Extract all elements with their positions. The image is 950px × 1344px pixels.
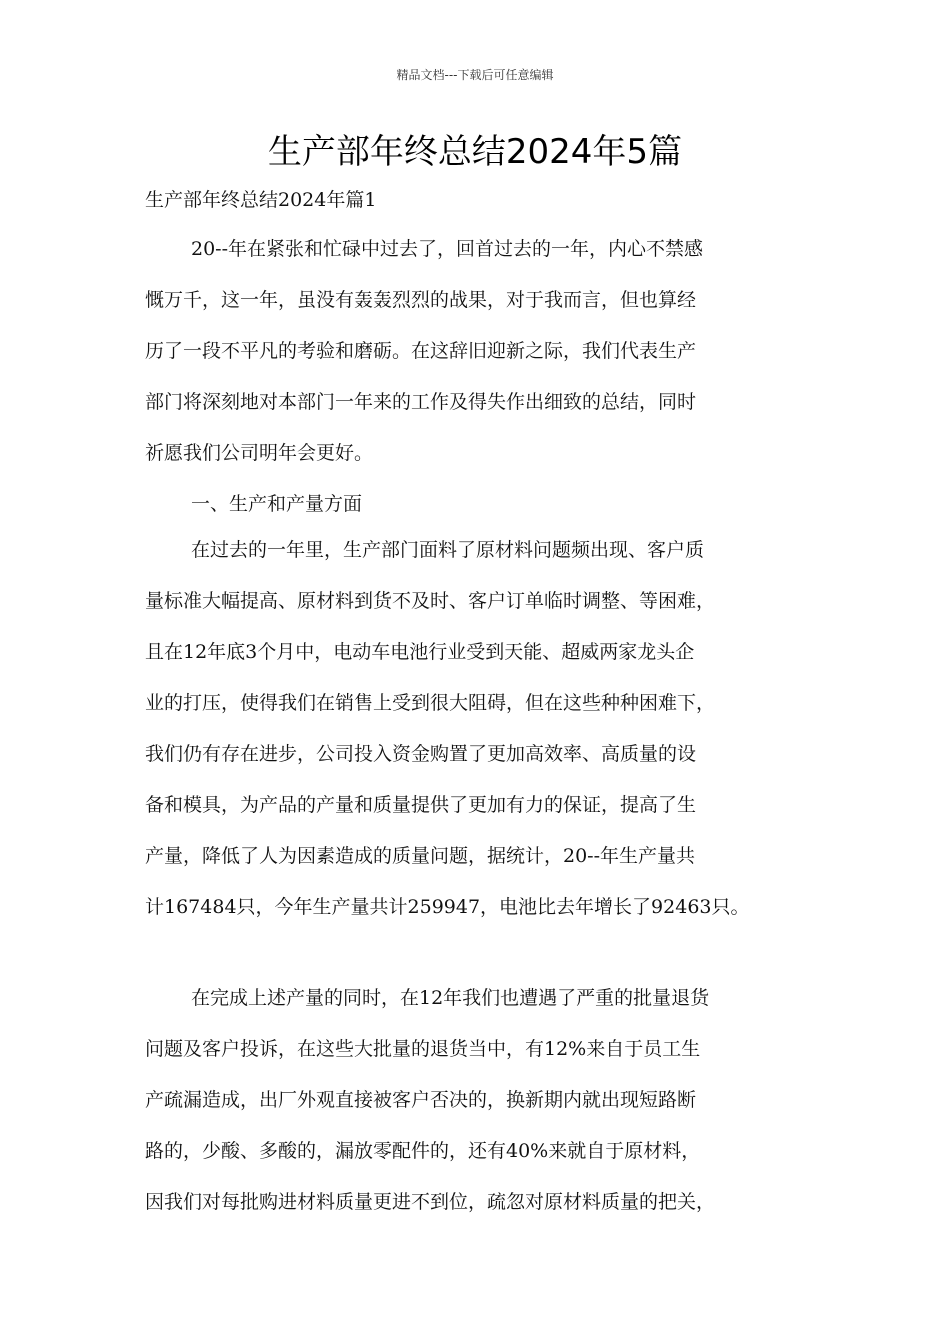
section-heading-production: 一、生产和产量方面 bbox=[191, 493, 363, 515]
paragraph-line: 产疏漏造成，出厂外观直接被客户否决的，换新期内就出现短路断 bbox=[145, 1089, 697, 1111]
paragraph-line: 慨万千，这一年，虽没有轰轰烈烈的战果，对于我而言，但也算经 bbox=[145, 289, 697, 311]
paragraph-returns bbox=[145, 973, 825, 1228]
paragraph-line: 产量，降低了人为因素造成的质量问题，据统计，20--年生产量共 bbox=[145, 845, 696, 867]
paragraph-line: 因我们对每批购进材料质量更进不到位，疏忽对原材料质量的把关， bbox=[145, 1191, 716, 1213]
paragraph-line: 我们仍有存在进步，公司投入资金购置了更加高效率、高质量的设 bbox=[145, 743, 697, 765]
paragraph-line: 备和模具，为产品的产量和质量提供了更加有力的保证，提高了生 bbox=[145, 794, 697, 816]
paragraph-line: 祈愿我们公司明年会更好。 bbox=[145, 442, 374, 464]
paragraph-line: 量标准大幅提高、原材料到货不及时、客户订单临时调整、等困难， bbox=[145, 590, 716, 612]
document-subtitle: 生产部年终总结2024年篇1 bbox=[145, 189, 377, 211]
paragraph-line: 业的打压，使得我们在销售上受到很大阻碍，但在这些种种困难下， bbox=[145, 692, 716, 714]
paragraph-line: 路的，少酸、多酸的，漏放零配件的，还有40%来就自于原材料， bbox=[145, 1140, 701, 1162]
paragraph-line: 在过去的一年里，生产部门面料了原材料问题频出现、客户质 bbox=[191, 539, 705, 561]
paragraph-intro bbox=[145, 224, 825, 479]
document-title: 生产部年终总结2024年5篇 bbox=[267, 132, 683, 172]
paragraph-line: 计167484只，今年生产量共计259947，电池比去年增长了92463只。 bbox=[145, 896, 750, 918]
paragraph-line: 20--年在紧张和忙碌中过去了，回首过去的一年，内心不禁感 bbox=[191, 238, 704, 260]
paragraph-line: 在完成上述产量的同时，在12年我们也遭遇了严重的批量退货 bbox=[191, 987, 710, 1009]
page-header-note: 精品文档---下载后可任意编辑 bbox=[396, 68, 554, 82]
paragraph-production bbox=[145, 525, 825, 933]
paragraph-line: 且在12年底3个月中，电动车电池行业受到天能、超威两家龙头企 bbox=[145, 641, 695, 663]
paragraph-line: 问题及客户投诉，在这些大批量的退货当中，有12%来自于员工生 bbox=[145, 1038, 701, 1060]
paragraph-line: 部门将深刻地对本部门一年来的工作及得失作出细致的总结，同时 bbox=[145, 391, 697, 413]
paragraph-line: 历了一段不平凡的考验和磨砺。在这辞旧迎新之际，我们代表生产 bbox=[145, 340, 697, 362]
